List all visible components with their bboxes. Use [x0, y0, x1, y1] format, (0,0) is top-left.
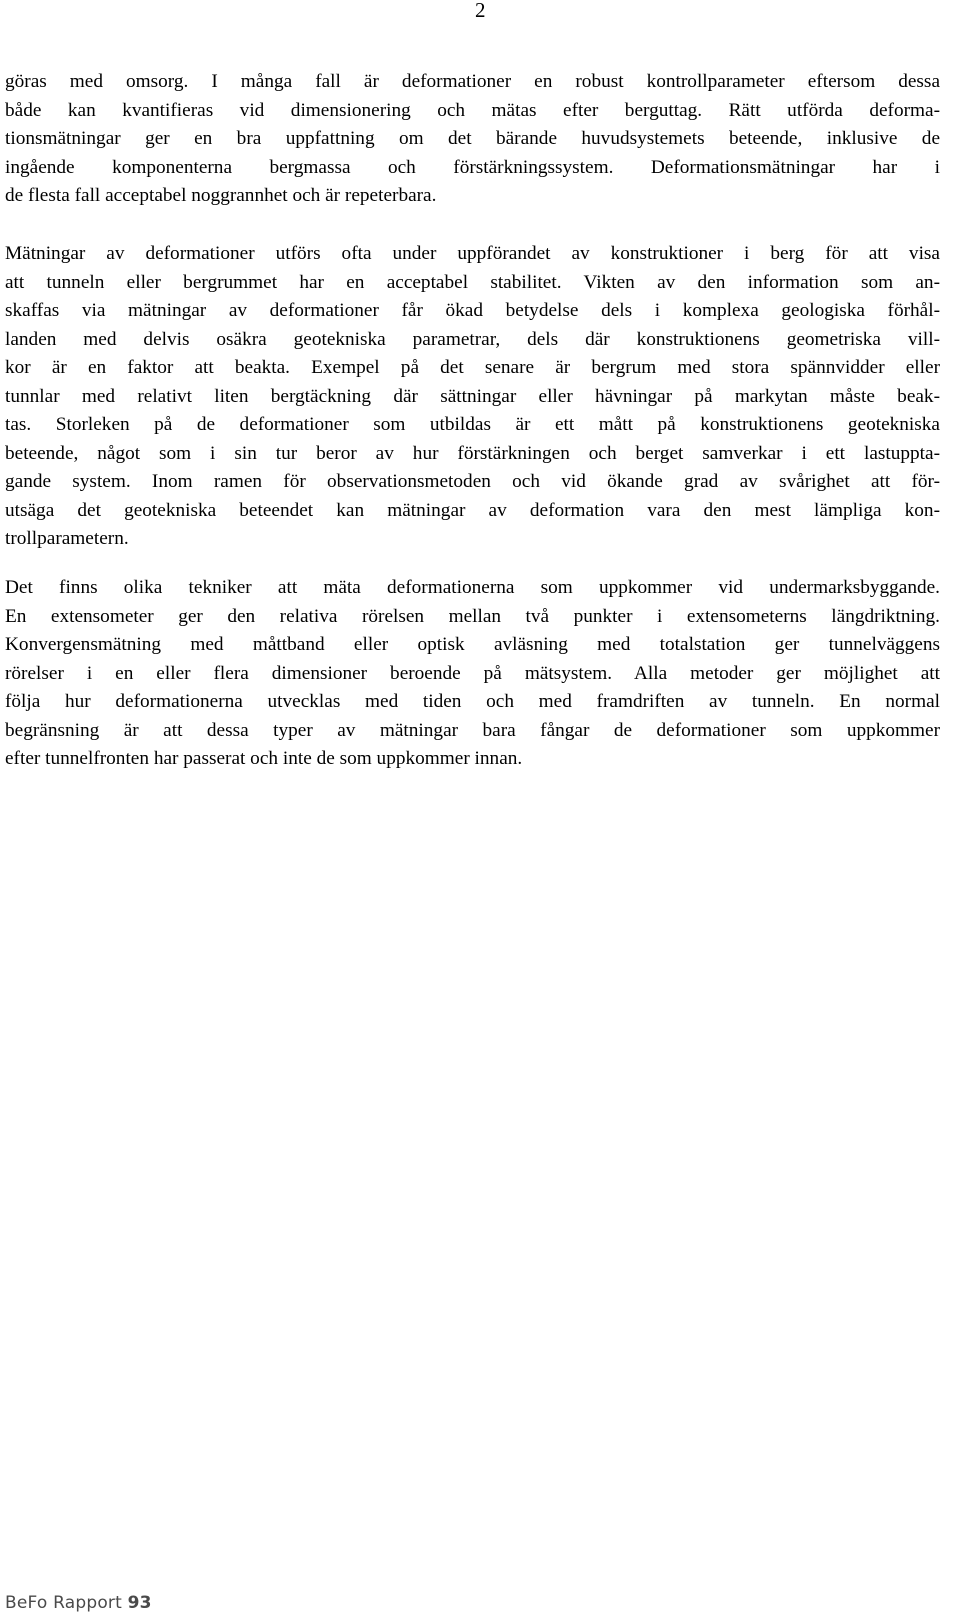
paragraph-1	[5, 68, 940, 211]
text-line: Det finns olika tekniker att mäta deformationerna som uppkommer vid undermarksbyggande.	[5, 577, 940, 598]
footer-label: BeFo Rapport	[5, 1593, 122, 1613]
text-line: Konvergensmätning med måttband eller optisk avläsning med totalstation ger tunnelväggens	[5, 634, 940, 655]
text-line: skaffas via mätningar av deformationer får ökad betydelse dels i komplexa geologiska förhål-	[5, 300, 940, 321]
text-line: En extensometer ger den relativa rörelsen mellan två punkter i extensometerns längdriktning.	[5, 605, 940, 627]
text-line: följa hur deformationerna utvecklas med tiden och med framdriften av tunneln. En normal	[5, 691, 940, 712]
text-line: tas. Storleken på de deformationer som utbildas är ett mått på konstruktionens geotekniska	[5, 414, 940, 435]
text-line: att tunneln eller bergrummet har en acceptabel stabilitet. Vikten av den information som an-	[5, 271, 940, 293]
text-line: tunnlar med relativt liten bergtäckning där sättningar eller hävningar på markytan måste beak-	[5, 385, 940, 407]
footer-report-number: 93	[127, 1593, 152, 1613]
text-line: göras med omsorg. I många fall är deformationer en robust kontrollparameter eftersom dessa	[5, 71, 940, 92]
text-line: rörelser i en eller flera dimensioner beroende på mätsystem. Alla metoder ger möjlighet att	[5, 662, 940, 684]
text-line: efter tunnelfronten har passerat och inte de som uppkommer innan.	[5, 748, 523, 769]
text-line: beteende, något som i sin tur beror av hur förstärkningen och berget samverkar i ett lastuppta-	[5, 442, 940, 464]
text-line: de flesta fall acceptabel noggrannhet och är repeterbara.	[5, 185, 437, 206]
page-number: 2	[475, 0, 486, 22]
text-line: kor är en faktor att beakta. Exempel på det senare är bergrum med stora spännvidder eller	[5, 357, 940, 378]
text-line: trollparametern.	[5, 528, 129, 549]
text-line: begränsning är att dessa typer av mätningar bara fångar de deformationer som uppkommer	[5, 719, 940, 741]
paragraph-2	[5, 240, 940, 554]
text-line: landen med delvis osäkra geotekniska parametrar, dels där konstruktionens geometriska vill-	[5, 328, 940, 350]
text-line: utsäga det geotekniska beteendet kan mätningar av deformation vara den mest lämpliga kon-	[5, 499, 940, 521]
text-line: Mätningar av deformationer utförs ofta under uppförandet av konstruktioner i berg för att visa	[5, 243, 940, 264]
text-line: både kan kvantifieras vid dimensionering och mätas efter berguttag. Rätt utförda deforma-	[5, 99, 940, 121]
paragraph-3	[5, 574, 940, 774]
text-line: tionsmätningar ger en bra uppfattning om det bärande huvudsystemets beteende, inklusive de	[5, 128, 940, 149]
footer-report-label	[5, 1593, 152, 1613]
text-line: ingående komponenterna bergmassa och förstärkningssystem. Deformationsmätningar har i	[5, 156, 940, 178]
text-line: gande system. Inom ramen för observationsmetoden och vid ökande grad av svårighet att för-	[5, 471, 940, 492]
